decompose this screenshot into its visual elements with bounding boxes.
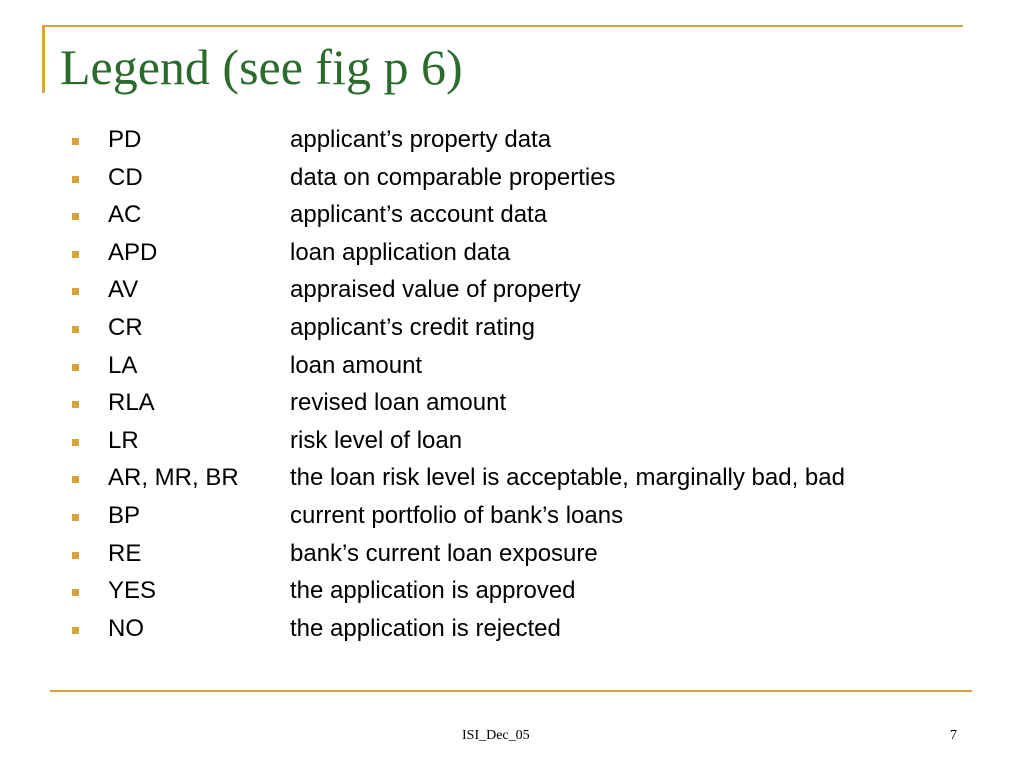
- legend-item: [0, 347, 1024, 385]
- legend-description: current portfolio of bank’s loans: [290, 501, 624, 529]
- legend-description: loan amount: [290, 351, 423, 379]
- legend-description: the application is rejected: [290, 614, 561, 642]
- legend-item: [0, 384, 1024, 422]
- square-bullet-icon: [72, 288, 79, 295]
- legend-description: bank’s current loan exposure: [290, 539, 598, 567]
- legend-item: [0, 121, 1024, 159]
- legend-abbreviation: RLA: [108, 389, 155, 417]
- frame-top-rule: [42, 25, 963, 27]
- square-bullet-icon: [72, 213, 79, 220]
- legend-item: [0, 159, 1024, 197]
- legend-description: applicant’s account data: [290, 201, 548, 229]
- legend-abbreviation: CD: [108, 163, 143, 191]
- legend-item: [0, 309, 1024, 347]
- legend-description: the loan risk level is acceptable, marginally bad, bad: [290, 464, 845, 492]
- square-bullet-icon: [72, 627, 79, 634]
- square-bullet-icon: [72, 176, 79, 183]
- legend-abbreviation: PD: [108, 126, 142, 153]
- slide-title: Legend (see fig p 6): [60, 39, 463, 95]
- legend-description: the application is approved: [290, 577, 576, 605]
- square-bullet-icon: [72, 401, 79, 408]
- legend-item: [0, 572, 1024, 610]
- legend-abbreviation: NO: [108, 614, 144, 642]
- legend-item: [0, 196, 1024, 234]
- legend-item: [0, 459, 1024, 497]
- legend-description: revised loan amount: [290, 389, 507, 417]
- square-bullet-icon: [72, 552, 79, 559]
- legend-abbreviation: CR: [108, 313, 143, 341]
- legend-description: risk level of loan: [290, 426, 463, 454]
- legend-description: applicant’s credit rating: [290, 313, 536, 341]
- legend-abbreviation: LR: [108, 426, 139, 454]
- square-bullet-icon: [72, 138, 79, 145]
- legend-list: [0, 121, 1024, 647]
- legend-abbreviation: RE: [108, 539, 142, 567]
- legend-item: [0, 271, 1024, 309]
- page-number: 7: [950, 728, 957, 743]
- legend-item: [0, 610, 1024, 648]
- legend-abbreviation: AR, MR, BR: [108, 464, 239, 492]
- legend-abbreviation: LA: [108, 351, 138, 379]
- legend-item: [0, 535, 1024, 573]
- square-bullet-icon: [72, 476, 79, 483]
- square-bullet-icon: [72, 364, 79, 371]
- legend-abbreviation: AV: [108, 276, 139, 304]
- legend-item: [0, 497, 1024, 535]
- square-bullet-icon: [72, 251, 79, 258]
- legend-description: applicant’s property data: [290, 126, 552, 153]
- legend-abbreviation: YES: [108, 577, 157, 605]
- square-bullet-icon: [72, 439, 79, 446]
- legend-abbreviation: BP: [108, 501, 141, 529]
- footer-label: ISI_Dec_05: [462, 728, 530, 743]
- square-bullet-icon: [72, 589, 79, 596]
- legend-item: [0, 422, 1024, 460]
- legend-item: [0, 234, 1024, 272]
- legend-description: loan application data: [290, 238, 511, 266]
- square-bullet-icon: [72, 514, 79, 521]
- footer-rule: [50, 690, 972, 692]
- legend-description: data on comparable properties: [290, 163, 616, 191]
- frame-vertical-rule: [42, 25, 45, 93]
- legend-abbreviation: APD: [108, 238, 158, 266]
- square-bullet-icon: [72, 326, 79, 333]
- legend-description: appraised value of property: [290, 276, 581, 304]
- legend-abbreviation: AC: [108, 201, 142, 229]
